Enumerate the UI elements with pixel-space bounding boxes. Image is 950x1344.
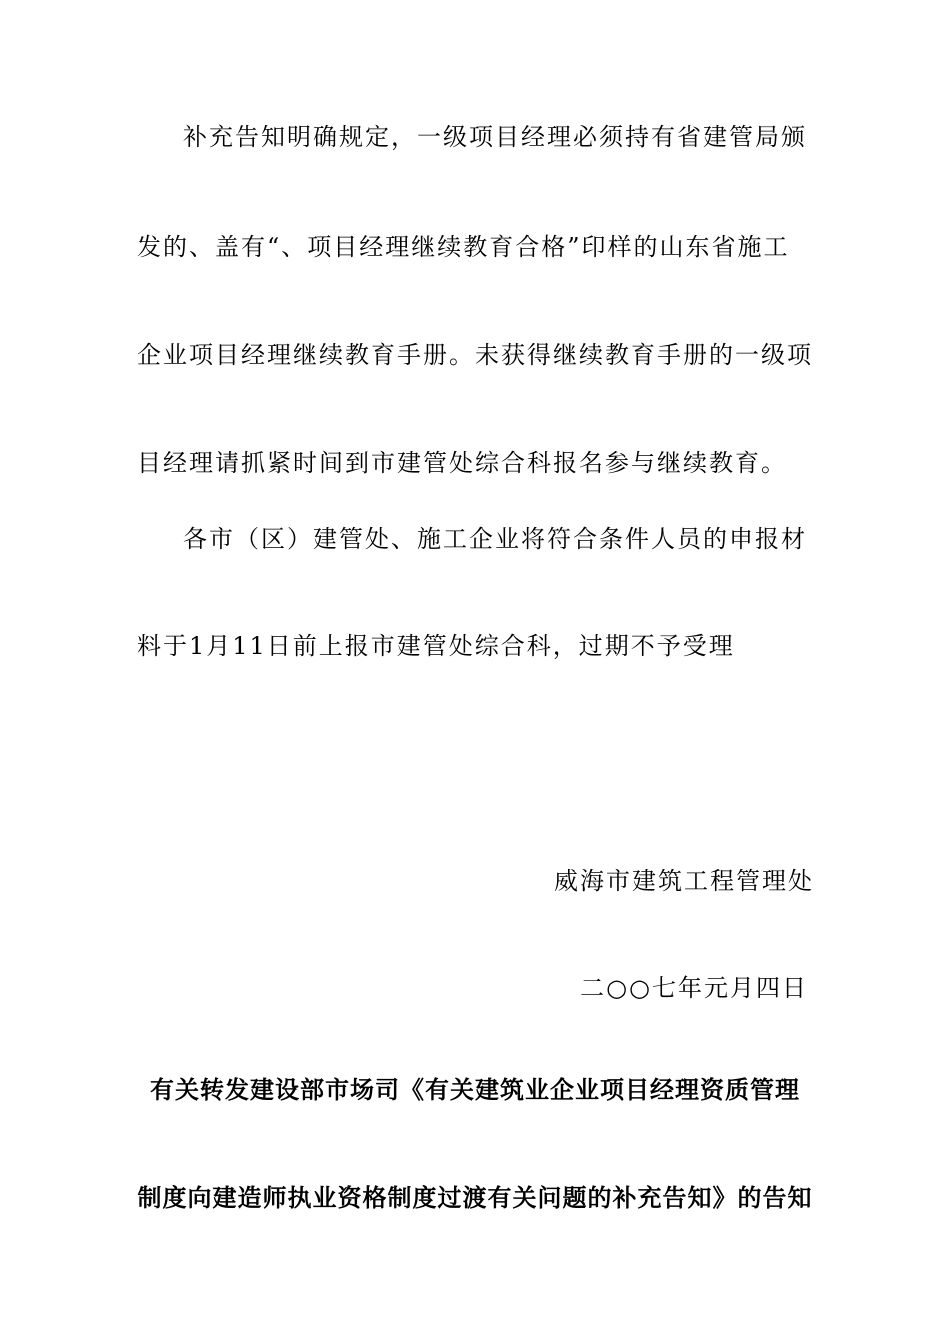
paragraph-1-line-2: 发的、盖有“、项目经理继续教育合格”印样的山东省施工 (137, 233, 790, 261)
paragraph-1-line-1: 补充告知明确规定，一级项目经理必须持有省建管局颁 (183, 123, 807, 151)
paragraph-2-line-2: 料于1月11日前上报市建管处综合科，过期不予受理 (137, 632, 735, 660)
paragraph-2-line-1: 各市（区）建管处、施工企业将符合条件人员的申报材 (183, 525, 807, 553)
document-title-line-2: 制度向建造师执业资格制度过渡有关问题的补充告知》的告知 (137, 1183, 813, 1212)
signature-date: 二○○七年元月四日 (580, 974, 808, 1002)
paragraph-1-line-4: 目经理请抓紧时间到市建管处综合科报名参与继续教育。 (137, 449, 787, 477)
paragraph-1-line-3: 企业项目经理继续教育手册。未获得继续教育手册的一级项 (137, 341, 813, 369)
document-title-line-1: 有关转发建设部市场司《有关建筑业企业项目经理资质管理 (150, 1075, 800, 1104)
signature-organization: 威海市建筑工程管理处 (554, 867, 814, 895)
